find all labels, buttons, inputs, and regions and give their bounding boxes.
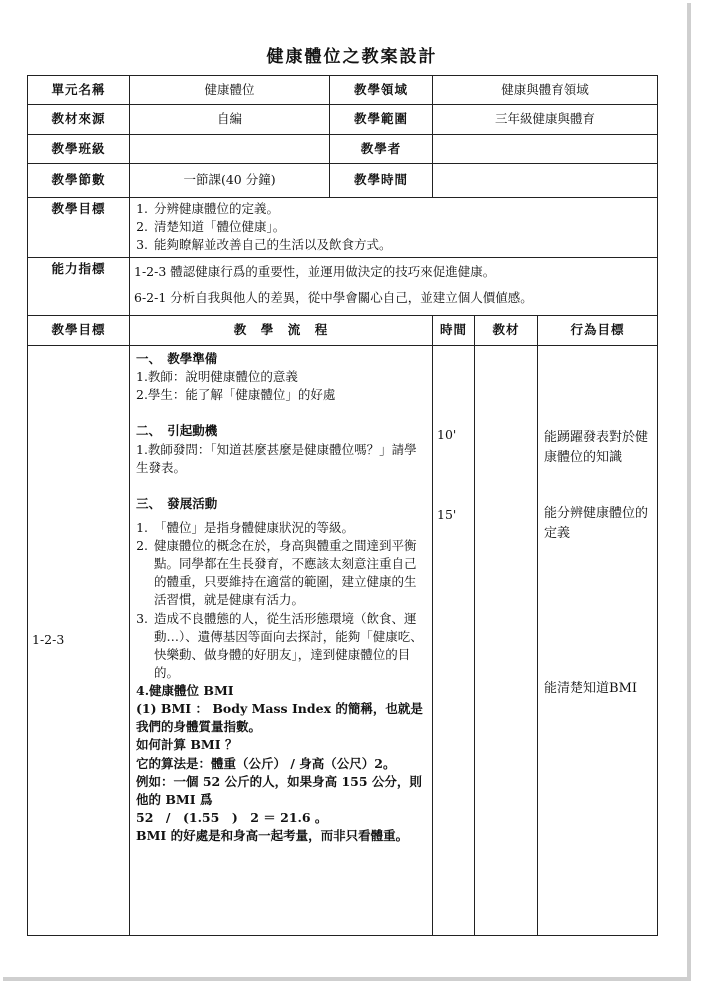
- source-value: 自編: [130, 105, 330, 135]
- class-value: [130, 135, 330, 164]
- objectives-label: 教學目標: [28, 198, 130, 258]
- section-title: 二、 引起動機: [136, 423, 218, 439]
- activity-list: [136, 519, 426, 682]
- bmi-line: BMI 的好處是和身高一起考量，而非只看體重。: [136, 828, 409, 843]
- flow-goal-value: 1-2-3: [28, 346, 130, 936]
- activity-item: 1. 「體位」是指身體健康狀況的等級。: [152, 519, 426, 537]
- source-label: 教材來源: [28, 105, 130, 135]
- bmi-line: 例如：一個 52 公斤的人，如果身高 155 公分，則他的 BMI 爲: [136, 773, 422, 807]
- unit-name-value: 健康體位: [130, 76, 330, 105]
- flow-content-row: [28, 346, 658, 936]
- section-title: 三、 發展活動: [136, 495, 218, 511]
- bmi-line: 52 / (1.55 ) 2 ＝ 21.6 。: [136, 809, 328, 825]
- teacher-value: [433, 135, 658, 164]
- teacher-label: 教學者: [330, 135, 433, 164]
- ability-line: 6-2-1 分析自我與他人的差異，從中學會關心自己，並建立個人價値感。: [134, 290, 533, 306]
- behavior-goal: 能清楚知道BMI: [544, 680, 638, 696]
- flow-time-header: 時間: [433, 316, 475, 346]
- page-title: 健康體位之教案設計: [266, 47, 438, 67]
- flow-line: 2.學生：能了解「健康體位」的好處: [136, 387, 336, 403]
- scope-label: 教學範圍: [330, 105, 433, 135]
- section-title: 一、 教學準備: [136, 351, 218, 366]
- periods-label: 教學節數: [28, 164, 130, 198]
- ability-line: 1-2-3 體認健康行爲的重要性，並運用做決定的技巧來促進健康。: [134, 264, 496, 279]
- flow-line: 1.教師：說明健康體位的意義: [136, 369, 298, 385]
- flow-goal-header: 教學目標: [28, 316, 130, 346]
- flow-header-row: [28, 316, 658, 346]
- objectives-row: [28, 198, 658, 258]
- ability-row: [28, 258, 658, 316]
- bmi-line: (1) BMI ： Body Mass Index 的簡稱，也就是我們的身體質量指數。: [136, 701, 423, 735]
- time-value: [433, 164, 658, 198]
- flow-time-cell: [433, 346, 475, 936]
- objectives-list-cell: [130, 198, 658, 258]
- unit-name-label: 單元名稱: [28, 76, 130, 105]
- lesson-plan-table: [27, 75, 658, 936]
- activity-item: 2. 健康體位的概念在於，身高與體重之間達到平衡點。同學都在生長發育，不應該太刻意注重自己的體重，只要維持在適當的範圍，建立健康的生活習慣，就是健康有活力。: [152, 537, 426, 610]
- header-row: [28, 164, 658, 198]
- time-value-1: 10': [437, 427, 457, 442]
- bmi-line: 它的算法是：體重（公斤） / 身高（公尺）2。: [136, 755, 396, 771]
- header-row: [28, 135, 658, 164]
- objective-item: 3. 能夠瞭解並改善自己的生活以及飲食方式。: [152, 236, 653, 254]
- objective-item: 2. 清楚知道「體位健康」。: [152, 218, 653, 236]
- header-row: [28, 76, 658, 105]
- bmi-title: 4.健康體位 BMI: [136, 683, 234, 698]
- flow-process-cell: [130, 346, 433, 936]
- periods-value: 一節課(40 分鐘): [130, 164, 330, 198]
- behavior-goal: 能分辨健康體位的定義: [544, 506, 649, 542]
- bmi-line: 如何計算 BMI ？: [136, 737, 238, 753]
- domain-value: 健康與體育領域: [433, 76, 658, 105]
- behavior-goal: 能踴躍發表對於健康體位的知識: [544, 430, 649, 466]
- flow-material-cell: [475, 346, 538, 936]
- scope-value: 三年級健康與體育: [433, 105, 658, 135]
- flow-line: 1.教師發問：「知道甚麼甚麼是健康體位嗎？」請學生發表。: [136, 441, 417, 475]
- flow-behavior-header: 行為目標: [538, 316, 658, 346]
- ability-label: 能力指標: [28, 258, 130, 316]
- objective-item: 1. 分辨健康體位的定義。: [152, 200, 653, 218]
- time-label: 教學時間: [330, 164, 433, 198]
- flow-process-header: 教 學 流 程: [130, 316, 433, 346]
- domain-label: 教學領域: [330, 76, 433, 105]
- flow-material-header: 教材: [475, 316, 538, 346]
- objectives-list: [134, 200, 653, 254]
- flow-behavior-cell: [538, 346, 658, 936]
- class-label: 教學班級: [28, 135, 130, 164]
- ability-cell: [130, 258, 658, 316]
- time-value-2: 15': [437, 507, 457, 523]
- header-row: [28, 105, 658, 135]
- activity-item: 3. 造成不良體態的人，從生活形態環境（飲食、運動…）、遺傳基因等面向去探討，能夠「健康吃、快樂動、做身體的好朋友」，達到健康體位的目的。: [152, 610, 426, 683]
